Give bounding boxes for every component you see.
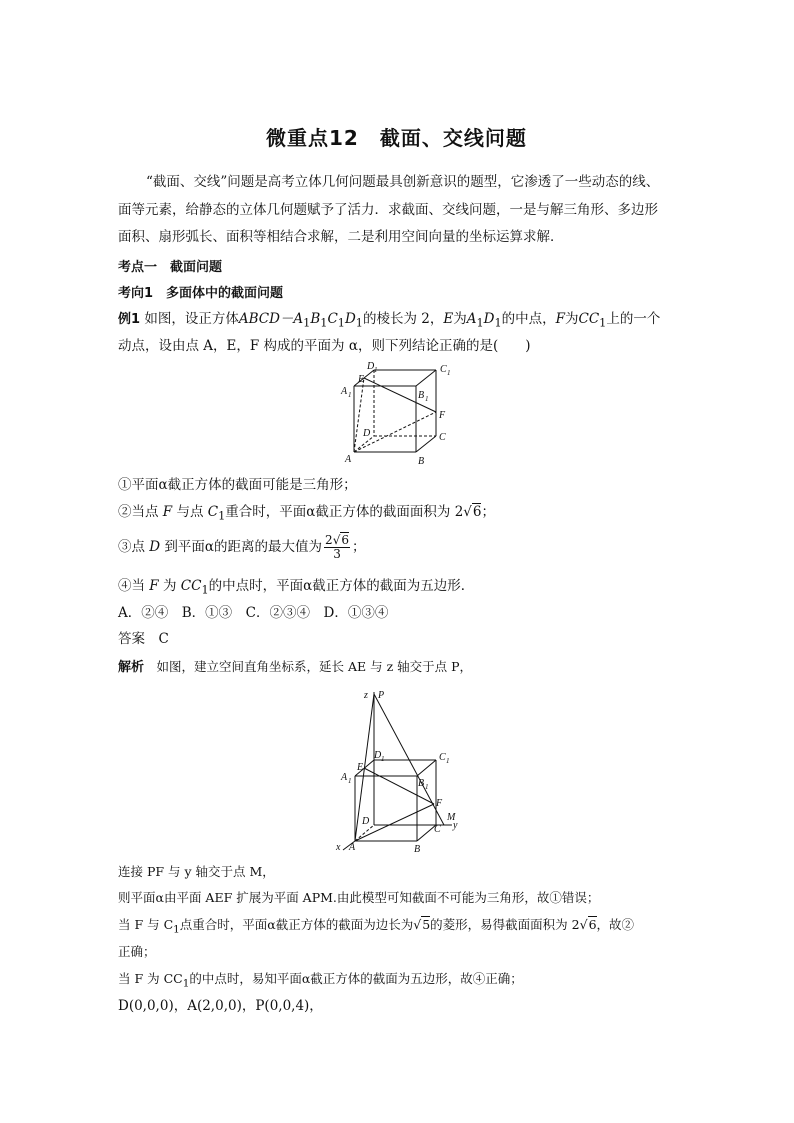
statement-2: ②当点 F 与点 $C_1$重合时，平面α截正方体的截面面积为 2√6； [118,504,495,523]
label-A: A [345,454,352,465]
label-x: x [336,842,341,853]
answer: 答案 C [118,631,169,647]
label-D: D [363,428,371,439]
label-B1: B [418,390,425,401]
analysis-line-1: 解析 如图，建立空间直角坐标系，延长 AE 与 z 轴交于点 P， [118,659,473,675]
svg-text:1: 1 [425,395,429,403]
svg-text:1: 1 [446,757,450,765]
statement-1: ①平面α截正方体的截面可能是三角形； [118,477,357,493]
analysis-line-4: 当 F 与 $C_1$点重合时，平面α截正方体的截面为边长为√5的菱形，易得截面面积为 2√6，故② [118,917,635,936]
svg-text:1: 1 [374,366,378,374]
label-B1: B [418,778,425,789]
label-A1: A [341,386,348,397]
label-M: M [447,812,456,823]
label-z: z [364,690,368,701]
label-D: D [362,816,370,827]
section-heading: 考点一 截面问题 [118,260,223,275]
label-A: A [349,842,356,853]
label-B: B [414,844,421,854]
statement-3: ③点 D 到平面α的距离的最大值为 $\frac{2√6}{3}$ ； [118,533,366,561]
cube-figure-1 [336,360,456,470]
analysis-line-2: 连接 PF 与 y 轴交于点 M， [118,864,275,879]
intro-line-2: 面等元素，给静态的立体几何题赋予了活力．求截面、交线问题，一是与解三角形、多边形 [118,202,658,218]
label-A1: A [341,772,348,783]
label-D1: D [367,361,375,372]
svg-text:1: 1 [447,369,451,377]
label-F: F [439,410,446,421]
svg-text:1: 1 [425,783,429,791]
page-title: 微重点12 截面、交线问题 [266,126,527,150]
label-E: E [357,762,364,773]
svg-text:1: 1 [381,755,385,763]
svg-text:1: 1 [348,777,352,785]
label-F: F [436,798,443,809]
analysis-line-6: 当 F 为 $CC_1$的中点时，易知平面α截正方体的截面为五边形，故④正确； [118,971,523,990]
label-C1: C [439,752,446,763]
label-B: B [418,456,425,467]
label-C: C [439,432,446,443]
label-D1: D [374,750,382,761]
label-E: E [358,374,365,385]
example-line-2: 动点，设由点 A，E，F 构成的平面为 α，则下列结论正确的是( ) [118,338,531,354]
intro-line-3: 面积、扇形弧长、面积等相结合求解，二是利用空间向量的坐标运算求解． [118,229,564,245]
intro-line-1: “截面、交线”问题是高考立体几何问题最具创新意识的题型，它渗透了一些动态的线、 [146,174,660,190]
subsection-heading: 考向1 多面体中的截面问题 [118,286,284,301]
analysis-line-3: 则平面α由平面 AEF 扩展为平面 APM.由此模型可知截面不可能为三角形，故①错误； [118,890,600,905]
label-P: P [378,690,385,701]
label-y: y [453,820,458,831]
cube-figure-2 [330,684,470,854]
fraction: $\frac{2√6}{3}$ [325,533,349,561]
analysis-line-5: 正确； [118,944,156,959]
svg-text:1: 1 [348,391,352,399]
statement-4: ④当 F 为 $CC_1$的中点时，平面α截正方体的截面为五边形． [118,578,475,597]
example-line-1: 例1 如图，设正方体$ABCD-A_1B_1C_1D_1$的棱长为 2，E为$A_1D_1$的中点，F为$CC_1$上的一个 [118,311,661,330]
analysis-label: 解析 [118,660,145,675]
example-label: 例1 [118,312,141,327]
analysis-line-7: D(0,0,0)，A(2,0,0)，P(0,0,4)， [118,998,323,1014]
label-C1: C [440,364,447,375]
label-C: C [434,824,441,835]
answer-options: A．②④ B．①③ C．②③④ D．①③④ [118,605,389,621]
